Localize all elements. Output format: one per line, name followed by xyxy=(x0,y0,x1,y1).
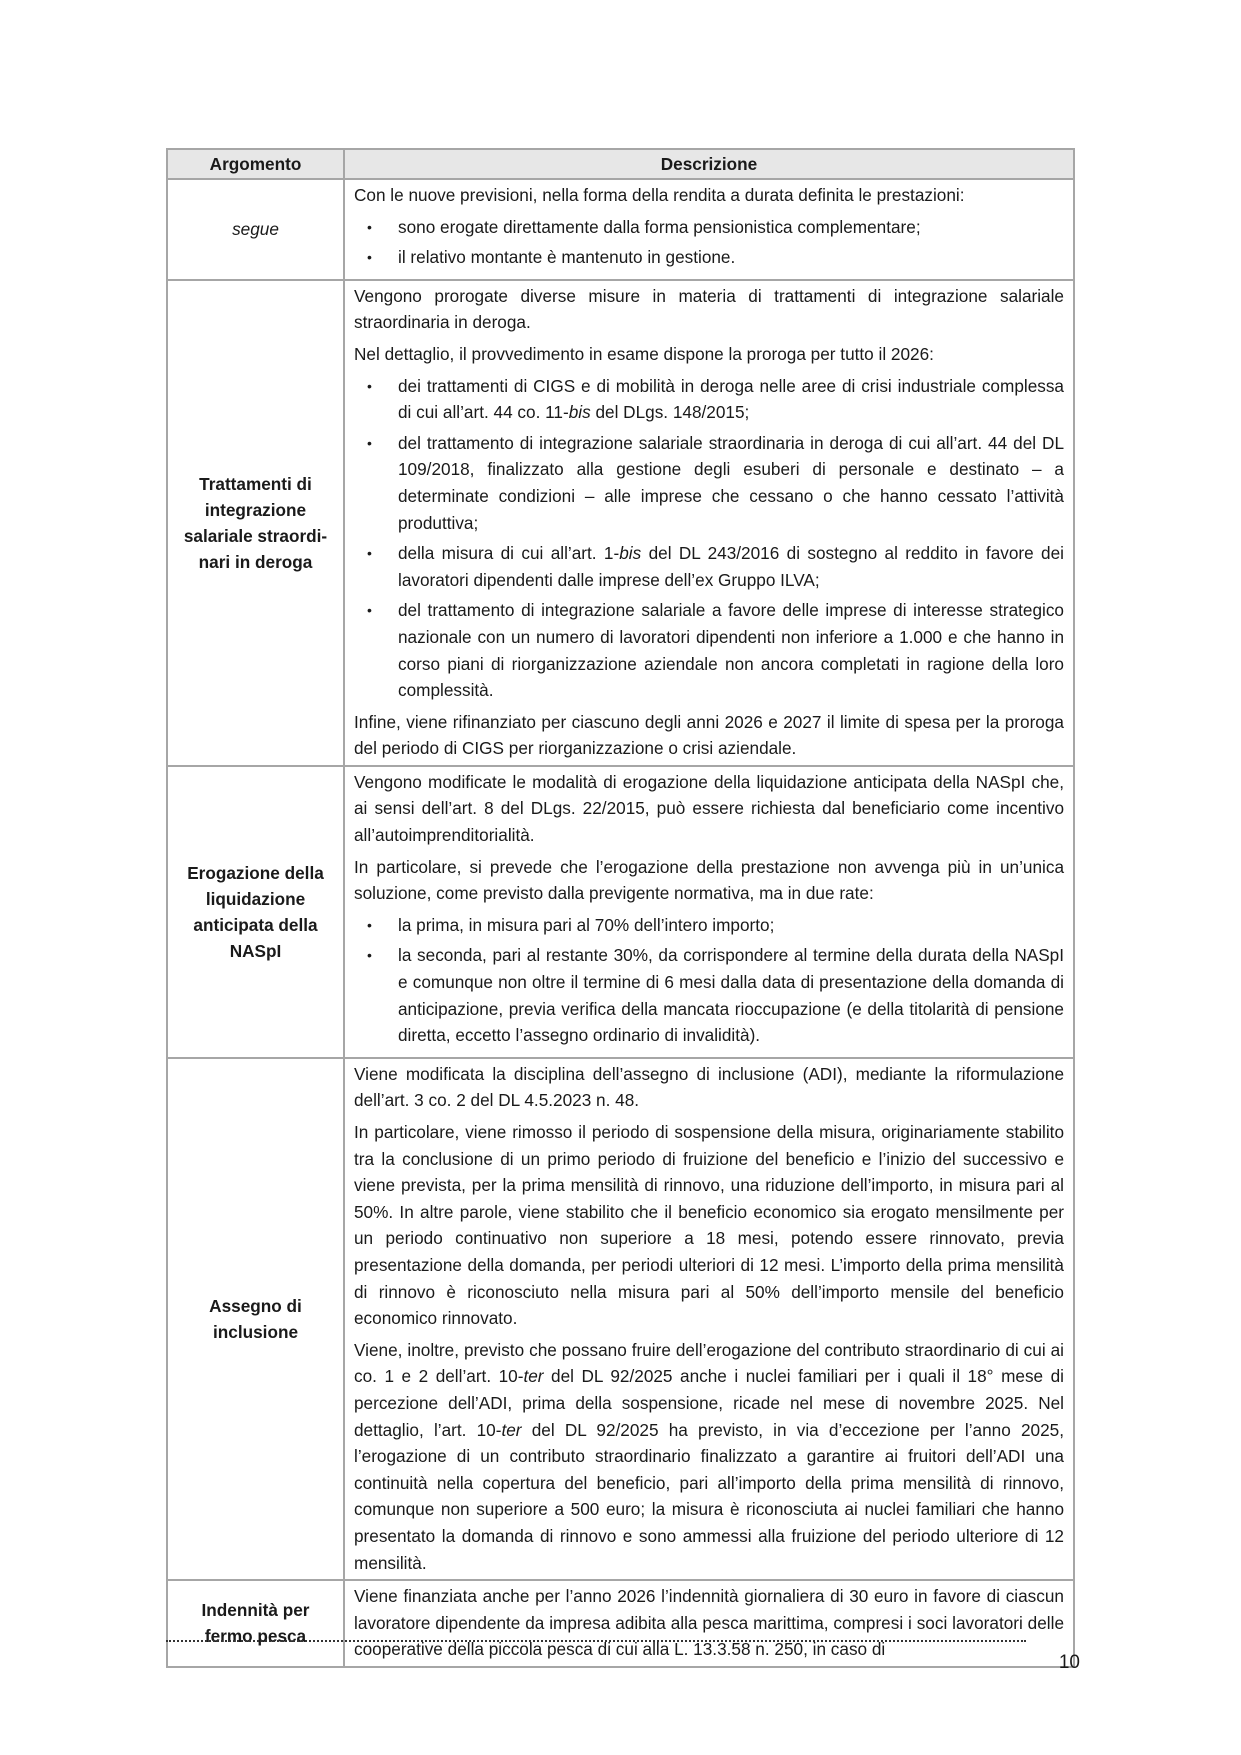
header-descrizione: Descrizione xyxy=(344,149,1074,179)
italic-text: bis xyxy=(619,543,642,564)
bullet-item xyxy=(367,214,1064,241)
text-run: dei trattamenti di CIGS e di mobilità in deroga nelle aree di crisi industriale complessa di cui all’art. 44 co. 11- xyxy=(398,375,1064,423)
description-paragraph xyxy=(354,709,1064,762)
row-argomento: Assegno di inclusione xyxy=(167,1058,344,1580)
bullet-list xyxy=(354,373,1064,704)
table-row xyxy=(167,179,1074,280)
bullet-item xyxy=(367,373,1064,426)
bullet-icon: • xyxy=(367,602,372,619)
footnote-separator xyxy=(166,1640,1026,1642)
bullet-item xyxy=(367,942,1064,1048)
description-paragraph xyxy=(354,1583,1064,1663)
text-run: Vengono prorogate diverse misure in materia di trattamenti di integrazione salariale straordinaria in deroga. xyxy=(354,285,1064,333)
row-descrizione xyxy=(344,1058,1074,1580)
table-row xyxy=(167,766,1074,1058)
table-row xyxy=(167,1580,1074,1667)
text-run: del trattamento di integrazione salariale straordinaria in deroga di cui all’art. 44 del DL 109/2018, finalizzato alla gestione degli esuberi di personale e destinato – a determinate condizioni – alle imprese che cessano o che hanno cessato l’attività produttiva; xyxy=(398,432,1064,533)
row-descrizione xyxy=(344,280,1074,766)
row-descrizione xyxy=(344,1580,1074,1667)
text-run: il relativo montante è mantenuto in gestione. xyxy=(398,247,736,268)
bullet-item xyxy=(367,912,1064,939)
row-descrizione xyxy=(344,766,1074,1058)
row-argomento: segue xyxy=(167,179,344,280)
bullet-icon: • xyxy=(367,916,372,933)
text-run: In particolare, si prevede che l’erogazione della prestazione non avvenga più in un’unica soluzione, come previsto dalla previgente normativa, ma in due rate: xyxy=(354,856,1064,904)
text-run: sono erogate direttamente dalla forma pensionistica complementare; xyxy=(398,216,921,237)
bullet-icon: • xyxy=(367,947,372,964)
text-run: del DL 92/2025 anche i nuclei familiari per i quali il 18° mese di percezione dell’ADI, prima della sospensione, ricade nel mese di novembre 2025. Nel dettaglio, l’art. 10- xyxy=(354,1366,1064,1440)
bullet-icon: • xyxy=(367,249,372,266)
text-run: del DLgs. 148/2015; xyxy=(590,402,750,423)
table-row xyxy=(167,280,1074,766)
description-paragraph xyxy=(354,1119,1064,1332)
text-run: la seconda, pari al restante 30%, da corrispondere al termine della durata della NASpI e comunque non oltre il termine di 6 mesi dalla data di presentazione della domanda di anticipazione, previa verifica della mancata rioccupazione (e della titolarità di pensione diretta, eccetto l’assegno ordinario di invalidità). xyxy=(398,945,1064,1046)
text-run: Nel dettaglio, il provvedimento in esame dispone la proroga per tutto il 2026: xyxy=(354,343,934,364)
text-run: Viene, inoltre, previsto che possano fruire dell’erogazione del contributo straordinario di cui ai co. 1 e 2 dell’art. 10- xyxy=(354,1339,1064,1387)
bullet-list xyxy=(354,214,1064,271)
text-run: Con le nuove previsioni, nella forma della rendita a durata definita le prestazioni: xyxy=(354,185,965,205)
row-descrizione xyxy=(344,179,1074,280)
bullet-icon: • xyxy=(367,545,372,562)
bullet-item xyxy=(367,540,1064,593)
text-run: Viene finanziata anche per l’anno 2026 l’indennità giornaliera di 30 euro in favore di ciascun lavoratore dipendente da impresa adibita alla pesca marittima, compresi i soci lavoratori delle cooperative della piccola pesca di cui alla L. 13.3.58 n. 250, in caso di xyxy=(354,1586,1064,1660)
bullet-icon: • xyxy=(367,434,372,451)
text-run: Infine, viene rifinanziato per ciascuno degli anni 2026 e 2027 il limite di spesa per la proroga del periodo di CIGS per riorganizzazione o crisi aziendale. xyxy=(354,711,1064,759)
text-run: la prima, in misura pari al 70% dell’intero importo; xyxy=(398,914,775,935)
row-argomento: Trattamenti di integrazione salariale straordi-nari in deroga xyxy=(167,280,344,766)
table-body xyxy=(167,179,1074,1667)
bullet-item xyxy=(367,244,1064,271)
text-run: del DL 243/2016 di sostegno al reddito in favore dei lavoratori dipendenti dalle imprese dell’ex Gruppo ILVA; xyxy=(398,543,1064,590)
table-row xyxy=(167,1058,1074,1580)
description-paragraph xyxy=(354,769,1064,849)
text-run: Vengono modificate le modalità di erogazione della liquidazione anticipata della NASpI che, ai sensi dell’art. 8 del DLgs. 22/2015, può essere richiesta dal beneficiario come incentivo all’autoimprenditorialità. xyxy=(354,771,1064,846)
text-run: del trattamento di integrazione salariale a favore delle imprese di interesse strategico nazionale con un numero di lavoratori dipendenti non inferiore a 1.000 e che hanno in corso piani di riorganizzazione aziendale non ancora completati in ragione della loro complessità. xyxy=(398,600,1064,701)
bullet-list xyxy=(354,912,1064,1049)
bullet-item xyxy=(367,597,1064,703)
description-paragraph xyxy=(354,854,1064,907)
page-number: 10 xyxy=(1058,1652,1080,1673)
bullet-icon: • xyxy=(367,218,372,235)
description-paragraph xyxy=(354,341,1064,368)
text-run: In particolare, viene rimosso il periodo di sospensione della misura, originariamente stabilito tra la conclusione di un primo periodo di fruizione del beneficio e l’inizio del successivo e viene prevista, per la prima mensilità di rinnovo, una riduzione dell’importo, in misura pari al 50%. In altre parole, viene stabilito che il beneficio economico sia erogato mensilmente per un periodo continuativo non superiore a 18 mesi, potendo essere rinnovato, previa presentazione della domanda, per periodi ulteriori di 12 mesi. L’importo della prima mensilità di rinnovo è riconosciuto nella misura pari al 50% dell’importo mensile del beneficio economico rinnovato. xyxy=(354,1122,1064,1329)
row-argomento: Indennità per fermo pesca xyxy=(167,1580,344,1667)
description-paragraph xyxy=(354,1061,1064,1114)
italic-text: ter xyxy=(523,1366,544,1387)
description-paragraph xyxy=(354,1337,1064,1576)
description-paragraph xyxy=(354,182,1064,209)
bullet-icon: • xyxy=(367,377,372,394)
table-header-row xyxy=(167,149,1074,179)
text-run: della misura di cui all’art. 1- xyxy=(398,543,620,564)
italic-text: bis xyxy=(568,402,591,423)
bullet-item xyxy=(367,430,1064,536)
summary-table xyxy=(166,148,1075,1668)
text-run: del DL 92/2025 ha previsto, in via d’eccezione per l’anno 2025, l’erogazione di un contributo straordinario finalizzato a garantire ai fruitori dell’ADI una continuità nella copertura del beneficio, pari all’importo della prima mensilità di rinnovo, comunque non superiore a 500 euro; la misura è riconosciuta ai nuclei familiari che hanno presentato la domanda di rinnovo e sono ammessi alla fruizione del periodo ulteriore di 12 mensilità. xyxy=(354,1419,1064,1573)
text-run: Viene modificata la disciplina dell’assegno di inclusione (ADI), mediante la riformulazione dell’art. 3 co. 2 del DL 4.5.2023 n. 48. xyxy=(354,1063,1064,1111)
header-argomento: Argomento xyxy=(167,149,344,179)
italic-text: ter xyxy=(501,1419,522,1440)
row-argomento: Erogazione della liquidazione anticipata della NASpI xyxy=(167,766,344,1058)
description-paragraph xyxy=(354,283,1064,336)
